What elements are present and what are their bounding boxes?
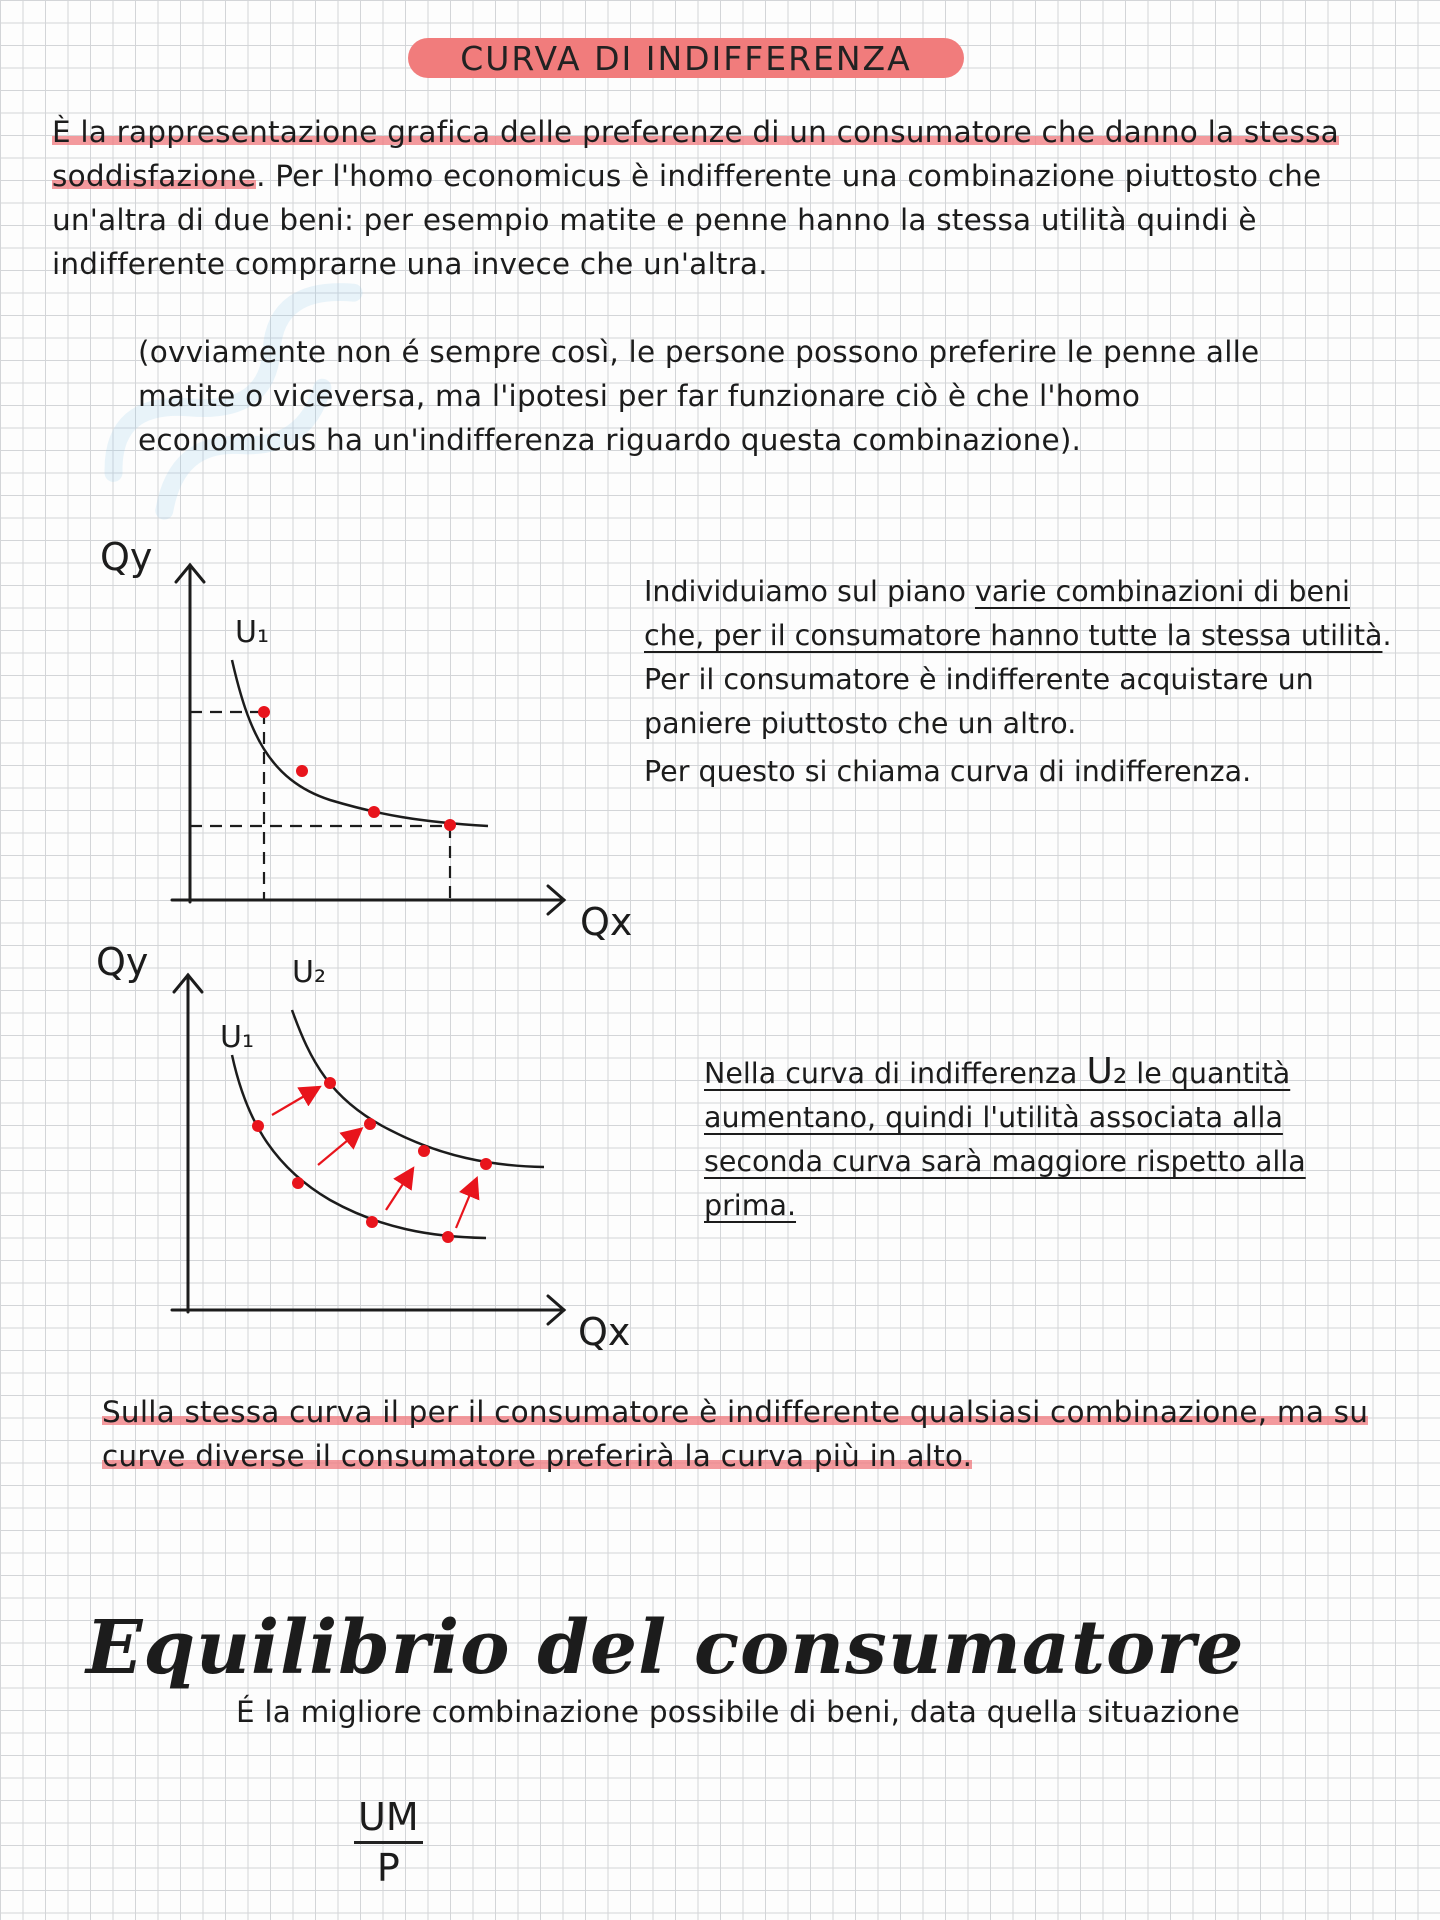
- graph2-text-symbol: U₂: [1086, 1051, 1128, 1092]
- page-title: CURVA DI INDIFFERENZA: [460, 38, 912, 78]
- graph1-x-label: Qx: [580, 900, 633, 944]
- graph1-curve-label: U₁: [235, 615, 269, 650]
- conclusion-paragraph: [102, 1390, 1392, 1478]
- graph1-y-label: Qy: [100, 535, 153, 579]
- graph2-point-u1: [442, 1231, 454, 1243]
- graph2-shift-arrow: [272, 1088, 318, 1115]
- graph2-curve1-label: U₁: [220, 1020, 254, 1055]
- graph2-shift-arrow: [456, 1180, 476, 1228]
- graph2-text-rest: le quantità aumentano, quindi l'utilità associata alla seconda curva sarà maggiore rispetto alla prima.: [704, 1057, 1306, 1222]
- graph2-point-u2: [418, 1145, 430, 1157]
- graph2-x-label: Qx: [578, 1310, 631, 1354]
- graph1-text-underlined: varie combinazioni di beni che, per il consumatore hanno tutte la stessa utilità: [644, 575, 1383, 652]
- graph2-point-u2: [324, 1077, 336, 1089]
- graph2-point-u2: [364, 1118, 376, 1130]
- graph1-text-line2: Per questo si chiama curva di indifferenza.: [644, 755, 1252, 788]
- graph2-text-lead: Nella curva di indifferenza: [704, 1057, 1087, 1090]
- graph1-text-lead: Individuiamo sul piano: [644, 575, 975, 608]
- conclusion-highlight: Sulla stessa curva il per il consumatore è indifferente qualsiasi combinazione, ma su curve diverse il consumatore preferirà la curva più in alto.: [102, 1395, 1369, 1473]
- graph2-point-u1: [252, 1120, 264, 1132]
- definition-rest: . Per l'homo economicus è indifferente una combinazione piuttosto che un'altra di due beni: per esempio matite e penne hanno la stessa utilità quindi è indifferente comprarne una invece che un'altra.: [52, 159, 1322, 281]
- fraction-denominator: P: [376, 1846, 400, 1890]
- graph1-text-rest: . Per il consumatore è indifferente acquistare un paniere piuttosto che un altro.: [644, 619, 1392, 740]
- graph2-explanation: [704, 1050, 1394, 1228]
- graph2-point-u2: [480, 1158, 492, 1170]
- definition-highlight: È la rappresentazione grafica delle preferenze di un consumatore che danno la stessa soddisfazione: [52, 115, 1339, 193]
- graph2-curve2-label: U₂: [292, 955, 326, 990]
- fraction-numerator: UM: [354, 1795, 423, 1844]
- equilibrium-fraction: [354, 1795, 423, 1890]
- graph2-shift-arrow: [386, 1170, 412, 1210]
- graph2-y-label: Qy: [96, 940, 149, 984]
- graph2-point-u1: [292, 1177, 304, 1189]
- note-paragraph: (ovviamente non é sempre così, le persone possono preferire le penne alle matite o viceversa, ma l'ipotesi per far funzionare ciò è che l'homo economicus ha un'indifferenza riguardo questa combinazione).: [138, 335, 1260, 457]
- graph2-curve-u1: [232, 1055, 486, 1238]
- equilibrium-heading: Equilibrio del consumatore: [86, 1605, 1245, 1691]
- equilibrium-definition: É la migliore combinazione possibile di beni, data quella situazione: [236, 1695, 1240, 1729]
- graph2-shift-arrow: [318, 1130, 360, 1165]
- graph2-point-u1: [366, 1216, 378, 1228]
